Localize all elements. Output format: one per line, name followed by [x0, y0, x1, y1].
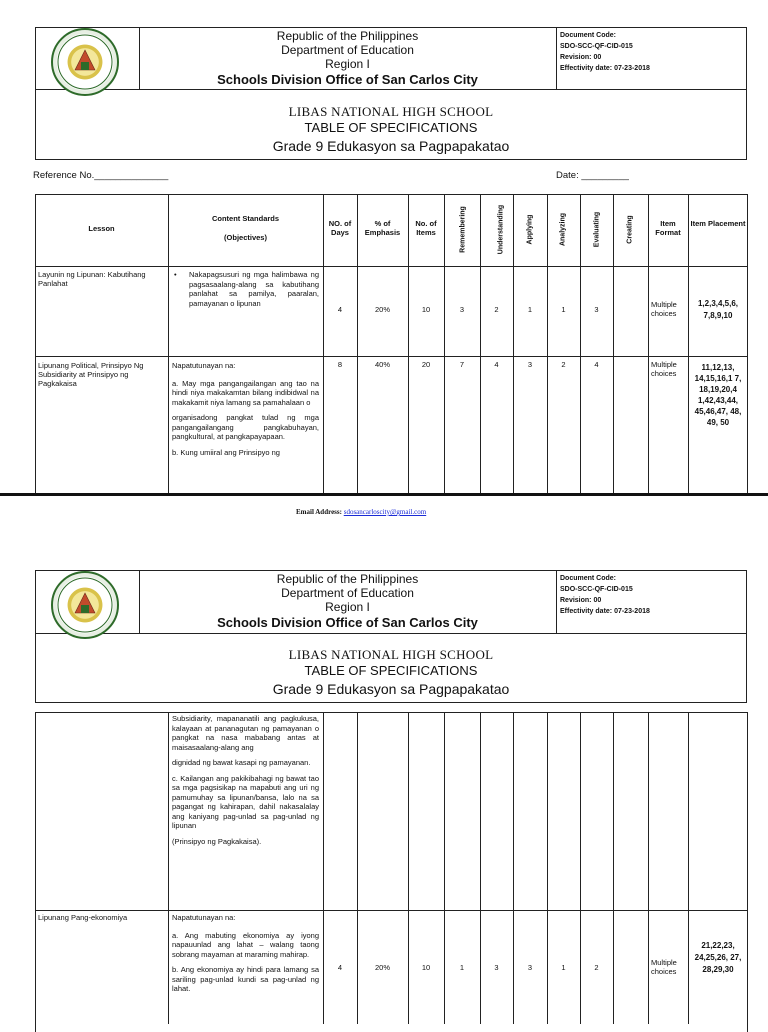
doc-code: SDO-SCC-QF-CID-015	[560, 43, 633, 50]
row1-analyzing: 1	[561, 305, 566, 314]
effectivity-date: Effectivity date: 07-23-2018	[560, 608, 650, 615]
division-seal-icon	[51, 571, 119, 639]
row2-emphasis: 40%	[374, 360, 390, 369]
row3-format: Multiple choices	[651, 958, 677, 976]
col-format: Item Format	[655, 219, 681, 237]
region-text: Region I	[325, 600, 370, 614]
doc-code-label: Document Code:	[560, 32, 616, 39]
row1-objective: Nakapagsusuri ng mga halimbawa ng pagsasaalang-alang sa kabutihang panlahat sa pamilya, paaralan, pamayanan o lipunan	[189, 270, 319, 308]
email-label: Email Address:	[296, 508, 342, 516]
col-understanding: Understanding	[497, 204, 505, 255]
row3-evaluating: 2	[594, 963, 599, 972]
row2-days: 8	[337, 360, 343, 369]
spec-table-2	[35, 712, 748, 1032]
row1-applying: 1	[527, 305, 533, 314]
cont-objective-3: c. Kailangan ang pakikibahagi ng bawat tao sa mga pagsisikap na mapabuti ang uri ng pamumuhay sa lipunan/bansa, lalo na sa pagangat ng kahirapan, dahil nakasalalay ang kaniyang pag-unlad sa pag-unlad ng lipunan	[172, 773, 319, 830]
department-text: Department of Education	[281, 43, 414, 57]
subject-title: Grade 9 Edukasyon sa Pagpapakatao	[272, 681, 510, 697]
republic-text: Republic of the Philippines	[276, 29, 419, 43]
row1-bullet: •	[174, 270, 177, 279]
header-divider	[556, 27, 557, 89]
row2-remembering: 7	[459, 360, 465, 369]
email-footer	[296, 508, 426, 516]
col-placement: Item Placement	[690, 219, 746, 228]
col-emphasis: % of Emphasis	[364, 219, 401, 237]
header-divider	[35, 89, 747, 90]
republic-text: Republic of the Philippines	[276, 572, 419, 586]
row3-intro: Napatutunayan na:	[172, 913, 236, 922]
row1-items: 10	[421, 305, 431, 314]
row1-evaluating: 3	[594, 305, 599, 314]
col-evaluating: Evaluating	[593, 211, 601, 248]
row2-understanding: 4	[494, 360, 499, 369]
row2-analyzing: 2	[561, 360, 566, 369]
doc-code: SDO-SCC-QF-CID-015	[560, 586, 633, 593]
row2-objective-b: b. Kung umiiral ang Prinsipyo ng	[172, 447, 280, 457]
col-applying: Applying	[526, 214, 534, 245]
revision: Revision: 00	[560, 597, 602, 604]
cont-objective-1: Subsidiarity, mapananatili ang pagkukusa, kalayaan at pananagutan ng pamayanan o pangkat na nasa mababang antas at maisasaalang-alang ang	[172, 714, 319, 752]
date-field: Date: _________	[556, 170, 629, 181]
division-title: Schools Division Office of San Carlos City	[217, 615, 478, 630]
col-days: NO. of Days	[328, 219, 352, 237]
row2-objective-a: a. May mga pangangailangan ang tao na hindi niya makakamtan bilang indibidwal na makakamit niya lamang sa pamahalaan o	[172, 378, 319, 407]
row2-objective-a-cont: organisadong pangkat tulad ng mga pangangailangang pangkabuhayan, pangkultural, at pangkapayapaan.	[172, 413, 319, 441]
doc-code-label: Document Code:	[560, 575, 616, 582]
division-seal-icon	[51, 28, 119, 96]
row2-format: Multiple choices	[651, 360, 677, 378]
revision: Revision: 00	[560, 54, 602, 61]
row3-items: 10	[421, 963, 431, 972]
row3-applying: 3	[527, 963, 533, 972]
col-analyzing: Analyzing	[559, 212, 567, 247]
division-title: Schools Division Office of San Carlos City	[217, 72, 478, 87]
row2-applying: 3	[527, 360, 533, 369]
row3-emphasis: 20%	[374, 963, 390, 972]
col-creating: Creating	[626, 215, 634, 244]
row1-emphasis: 20%	[374, 305, 390, 314]
row3-objective-a: a. Ang mabuting ekonomiya ay iyong napauunlad ang lahat – walang taong sobrang mayaman at maraming mahirap.	[172, 930, 319, 959]
tos-title: TABLE OF SPECIFICATIONS	[304, 120, 478, 135]
spec-table	[35, 194, 748, 495]
col-content-standards: Content Standards	[211, 214, 280, 223]
row1-placement: 1,2,3,4,5,6, 7,8,9,10	[697, 299, 739, 320]
row2-evaluating: 4	[594, 360, 599, 369]
school-name: LIBAS NATIONAL HIGH SCHOOL	[288, 647, 494, 662]
email-link[interactable]: sdosancarloscity@gmail.com	[343, 508, 427, 516]
row1-remembering: 3	[459, 305, 465, 314]
col-lesson: Lesson	[88, 224, 115, 233]
page-break	[0, 493, 768, 496]
row1-lesson: Layunin ng Lipunan: Kabutihang Panlahat	[38, 270, 146, 288]
school-name: LIBAS NATIONAL HIGH SCHOOL	[288, 104, 494, 119]
row2-intro: Napatutunayan na:	[172, 361, 236, 370]
row2-placement: 11,12,13, 14,15,16,1 7, 18,19,20,4 1,42,43,44, 45,46,47, 48, 49, 50	[694, 363, 742, 427]
tos-title: TABLE OF SPECIFICATIONS	[304, 663, 478, 678]
row3-days: 4	[337, 963, 343, 972]
row1-days: 4	[337, 305, 343, 314]
row3-analyzing: 1	[561, 963, 566, 972]
department-text: Department of Education	[281, 586, 414, 600]
reference-no: Reference No.______________	[33, 170, 169, 181]
region-text: Region I	[325, 57, 370, 71]
col-remembering: Remembering	[459, 206, 467, 253]
row3-objective-b: b. Ang ekonomiya ay hindi para lamang sa sariling pag-unlad kundi sa pag-unlad ng lahat.	[172, 965, 319, 993]
row1-understanding: 2	[494, 305, 499, 314]
row3-placement: 21,22,23, 24,25,26, 27, 28,29,30	[694, 941, 742, 974]
row1-format: Multiple choices	[651, 300, 677, 318]
cont-objective-4: (Prinsipyo ng Pagkakaisa).	[172, 836, 262, 846]
subject-title: Grade 9 Edukasyon sa Pagpapakatao	[272, 138, 510, 154]
row3-understanding: 3	[494, 963, 499, 972]
col-objectives: (Objectives)	[224, 233, 267, 242]
row2-items: 20	[421, 360, 431, 369]
cont-objective-2: dignidad ng bawat kasapi ng pamayanan.	[172, 758, 311, 767]
row2-lesson: Lipunang Political, Prinsipyo Ng Subsidiarity at Prinsipyo ng Pagkakaisa	[38, 361, 144, 388]
row3-lesson: Lipunang Pang-ekonomiya	[38, 913, 128, 922]
row3-remembering: 1	[459, 963, 465, 972]
col-items: No. of Items	[415, 219, 437, 237]
effectivity-date: Effectivity date: 07-23-2018	[560, 65, 650, 72]
